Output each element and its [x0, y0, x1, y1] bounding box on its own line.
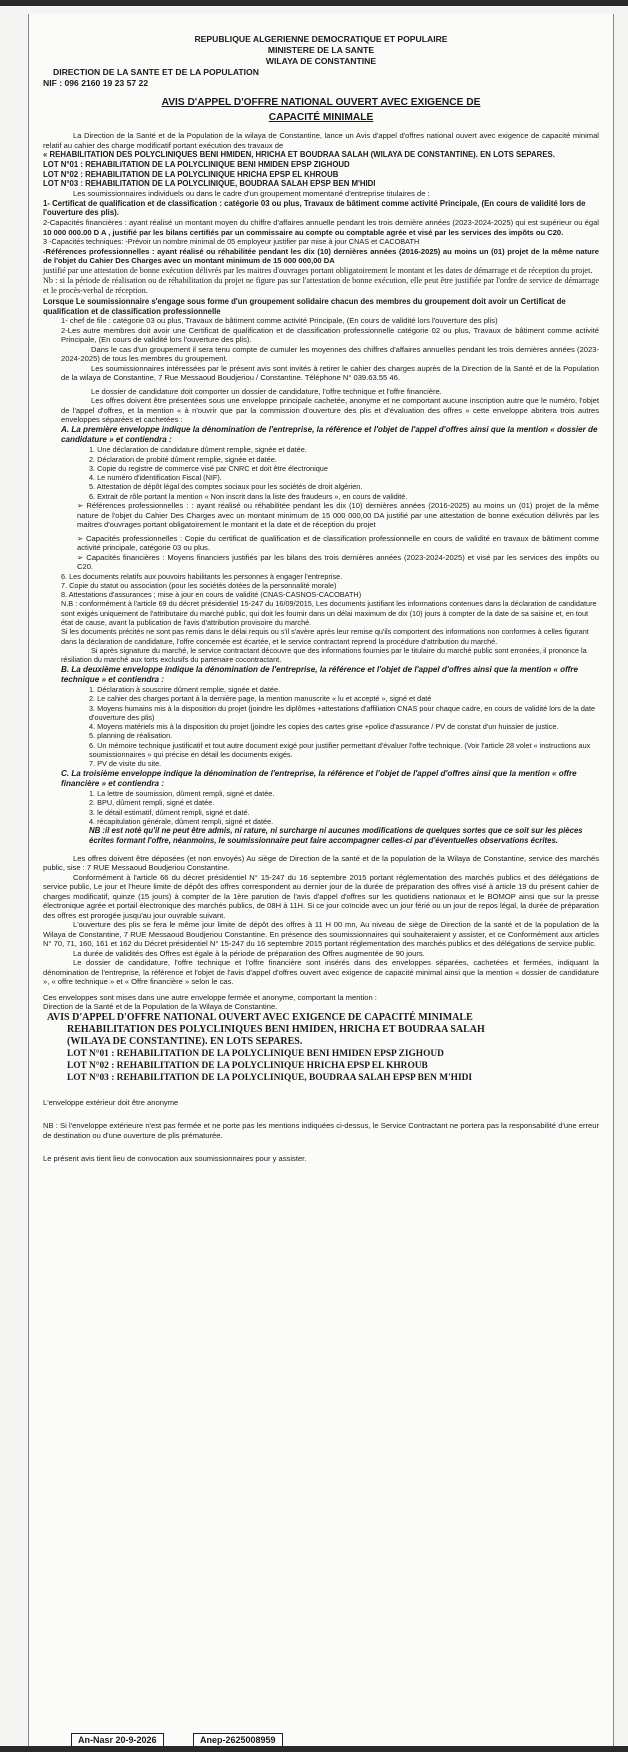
section-a-capacites-fin-text: Capacités financières : Moyens financiers justifiés par les bilans des trois dernières années (2023-2024-2025) et visé par les services des impôts ou C20. — [77, 552, 599, 572]
eligibility-intro: Les soumissionnaires individuels ou dans le cadre d'un groupement momentané d'entreprise titulaires de : — [73, 189, 430, 199]
lot-2: LOT N°02 : REHABILITATION DE LA POLYCLINIQUE HRICHA EPSP EL KHROUB — [43, 169, 339, 179]
section-c-nb: NB :il est noté qu'il ne peut être admis, ni rature, ni surcharge ni aucunes modifications de quelques sortes que ce soit sur les pièces écrites formant l'offre, néanmoins, le soumissionnaire peut faire accompagner celles-ci par d'éventuelles observations écrites. — [89, 826, 583, 846]
section-b-title: B. La deuxième enveloppe indique la dénomination de l'entreprise, la référence et l'objet de l'appel d'offres ainsi que la mention « offre technique » et contiendra : — [61, 664, 578, 684]
depot-p7: Direction de la Santé et de la Population de la Wilaya de Constantine. — [43, 1002, 278, 1012]
section-a-nb3: Si après signature du marché, le service contractant découvre que des informations fournies par le titulaire du marché public sont erronées, il prononce la résiliation du marché aux torts exclusifs du partenaire cocontractant. — [61, 645, 587, 665]
section-c-item: 3. le détail estimatif, dûment rempli, signé et daté. — [89, 807, 250, 817]
top-border — [0, 0, 628, 6]
section-a-references-text: Références professionnelles : : ayant réalisé ou réhabilitée pendant les dix (10) dernières années (2016-2025) au moins un (01) projet de la même nature de l'objet du Cahier Des Charges avec un montant minimum de 15 000 000,00 DA justifié par une attestation de bonne exécution délivrés par les maitres d'ouvrages portant obligatoirement le montant et la date et de réception du projet — [77, 501, 599, 530]
section-b-item: 7. PV de visite du site. — [89, 759, 162, 769]
envelope-project: REHABILITATION DES POLYCLINIQUES BENI HMIDEN, HRICHA ET BOUDRAA SALAH — [67, 1023, 485, 1035]
header-direction: DIRECTION DE LA SANTE ET DE LA POPULATION — [53, 67, 259, 77]
section-c-item: 1. La lettre de soumission, dûment rempli, signé et datée. — [89, 789, 275, 799]
depot-p6: Ces enveloppes sont mises dans une autre enveloppe fermée et anonyme, comportant la mention : — [43, 992, 377, 1002]
groupement-cumul: Dans le cas d'un groupement il sera tenu compte de cumuler les moyennes des chiffres d'affaires annuelles pendant les trois dernières années (2023-2024-2025) de tous les membres du groupement. — [61, 344, 599, 364]
header-ministry: MINISTERE DE LA SANTE — [267, 45, 375, 55]
closing-anonyme: L'enveloppe extérieur doit être anonyme — [43, 1097, 179, 1107]
bottom-border — [0, 1746, 628, 1752]
section-a-item: 3. Copie du registre de commerce visé par CNRC et doit être électronique — [89, 463, 328, 473]
section-b-item: 6. Un mémoire technique justificatif et tout autre document exigé pour justifier permettant d'évaluer l'offre technique. (Voir l'article 28 volet « instructions aux soumissionnaires » qui précise en détail les documents exigés. — [89, 740, 591, 760]
header-wilaya: WILAYA DE CONSTANTINE — [265, 56, 377, 66]
closing-nb: NB : Si l'enveloppe extérieure n'est pas fermée et ne porte pas les mentions indiquées ci-dessus, le Service Contractant ne portera pas la responsabilité d'une erreur de destination ou d'une ouverture de plis prématurée. — [43, 1121, 599, 1140]
envelope-wilaya: (WILAYA DE CONSTANTINE). EN LOTS SEPARES. — [67, 1035, 303, 1047]
criterion-financial-amount: 10 000 000.00 D A , justifié par les bilans certifiés par un commissaire au compte ou comptable agrée et visé par les services des impôts ou C20. — [43, 227, 564, 237]
depot-p1: Les offres doivent être déposées (et non envoyés) Au siège de Direction de la santé et de la population de la Wilaya de Constantine, service des marchés public, sise : 7 RUE Messaoud Boudjeriou Constantine. — [43, 853, 599, 873]
envelope-lot-2: LOT N°02 : REHABILITATION DE LA POLYCLINIQUE HRICHA EPSP EL KHROUB — [67, 1060, 428, 1071]
criterion-technical: 3 -Capacités techniques: -Prévoir un nombre minimal de 05 employeur justifier par mise à jour CNAS et CACOBATH — [43, 237, 420, 247]
depot-p4: La durée de validités des Offres est égale à la période de préparation des Offres augmentée de 90 jours. — [73, 948, 425, 958]
notice-title-line1: AVIS D'APPEL D'OFFRE NATIONAL OUVERT AVEC EXIGENCE DE — [161, 97, 481, 108]
lot-3: LOT N°03 : REHABILITATION DE LA POLYCLINIQUE, BOUDRAA SALAH EPSP BEN M'HIDI — [43, 179, 376, 189]
groupement-chef: 1- chef de file : catégorie 03 ou plus, Travaux de bâtiment comme activité Principale, (En cours de validité lors l'ouverture des plis) — [61, 316, 498, 326]
retrait-paragraph: Les soumissionnaires intéressées par le présent avis sont invités à retirer le cahier des charges auprès de la Direction de la Santé et de la Population de la wilaya de Constantine, 7 Rue Messaoud Boudjeriou / Constantine. Téléphone N° 039.63.55 46. — [61, 363, 599, 383]
header-nif: NIF : 096 2160 19 23 57 22 — [43, 78, 149, 88]
header-republic: REPUBLIQUE ALGERIENNE DEMOCRATIQUE ET POPULAIRE — [194, 34, 448, 44]
section-a-item: 6. Extrait de rôle portant la mention « Non inscrit dans la liste des fraudeurs », en cours de validité. — [89, 491, 408, 501]
section-b-item: 5. planning de réalisation. — [89, 731, 173, 741]
groupement-intro: Lorsque Le soumissionnaire s'engage sous forme d'un groupement solidaire chacun des membres du groupement doit avoir un Certificat de qualification et de classification professionnelle — [43, 296, 566, 316]
envelope-lot-1: LOT N°01 : REHABILITATION DE LA POLYCLINIQUE BENI HMIDEN EPSP ZIGHOUD — [67, 1048, 444, 1059]
reference-newspaper: An-Nasr 20-9-2026 — [71, 1733, 164, 1746]
section-a-item: 4. Le numéro d'identification Fiscal (NIF). — [89, 473, 222, 483]
section-a-title: A. La première enveloppe indique la dénomination de l'entreprise, la référence et l'objet de l'appel d'offres ainsi que la mention « dossier de candidature » et contiendra : — [61, 424, 598, 445]
closing-convocation: Le présent avis tient lieu de convocation aux soumissionnaires pour y assister. — [43, 1154, 307, 1164]
section-c-item: 2. BPU, dûment rempli, signé et datée. — [89, 798, 215, 808]
section-c-item: 4. récapitulation générale, dûment rempli, signé et datée. — [89, 816, 274, 826]
criterion-financial-text: 2-Capacités financières : ayant réalisé un montant moyen du chiffre d'affaires annuelle pendant les trois dernière années (2023-2024-2025) qui est supérieur ou égal — [43, 218, 599, 228]
section-a-capacites-pro-text: Capacités professionnelles : Copie du certificat de qualification et de classification professionnelle en cours de validité en travaux de bâtiment comme activité principale, catégorie 03 ou plus. — [77, 533, 599, 553]
envelope-title: AVIS D'APPEL D'OFFRE NATIONAL OUVERT AVEC EXIGENCE DE CAPACITÉ MINIMALE — [47, 1011, 473, 1023]
section-b-item: 1. Déclaration à souscrire dûment remplie, signée et datée. — [89, 684, 281, 694]
section-b-item: 4. Moyens matériels mis à la disposition du projet (joindre les copies des cartes grise +police d'assurance / PV de constat d'un huissier de justice. — [89, 722, 559, 732]
section-a-item: 1. Une déclaration de candidature dûment remplie, signée et datée. — [89, 445, 307, 455]
section-b-item: 3. Moyens humains mis à la disposition du projet (joindre les diplômes +attestations d'affiliation CNAS pour chaque cadre, en cours de validité lors de la date d'ouverture des plis) — [89, 703, 596, 722]
arrow-bullet-icon: ➢ — [77, 501, 87, 511]
arrow-bullet-icon: ➢ — [77, 533, 87, 543]
criterion-nb: Nb : si la période de réalisation ou de réhabilitation du projet ne figure pas sur l'attestation de bonne exécution, elle peut être justifiée par l'ordre de service de démarrage et le procès-verbal de réception. — [43, 275, 599, 296]
section-b-item: 2. Le cahier des charges portant à la dernière page, la mention manuscrite « lu et accepté », signé et daté — [89, 694, 432, 704]
envelope-lot-3: LOT N°03 : REHABILITATION DE LA POLYCLINIQUE, BOUDRAA SALAH EPSP BEN M'HIDI — [67, 1072, 473, 1083]
lot-1: LOT N°01 : REHABILITATION DE LA POLYCLINIQUE BENI HMIDEN EPSP ZIGHOUD — [43, 159, 350, 169]
criterion-references-proof: justifié par une attestation de bonne exécution délivrés par les maitres d'ouvrages portant obligatoirement le montant et les dates de démarrage et de réception du projet. — [43, 265, 593, 275]
depot-p5: Le dossier de candidature, l'offre technique et l'offre financière sont insérés dans des enveloppes séparées, cachetées et fermées, indiquant la dénomination de l'entreprise, la référence et l'objet de l'avis d'appel d'offres ouvert avec exigence de capacité minimal ainsi que la mention « dossier de candidature », « offre technique » et « Offre financière » selon le cas. — [43, 958, 599, 987]
section-a-item2: 7. Copie du statut ou association (pour les sociétés dotées de la personnalité morale) — [61, 580, 337, 590]
section-a-item2: 8. Attestations d'assurances ; mise à jour en cours de validité (CNAS-CASNOS-CACOBATH) — [61, 590, 362, 600]
publication-reference — [29, 1732, 613, 1746]
section-c-title: C. La troisième enveloppe indique la dénomination de l'entreprise, la référence et l'objet de l'appel d'offres ainsi que la mention « offre financière » et contiendra : — [61, 768, 577, 788]
depot-p2: Conformément à l'article 66 du décret présidentiel N° 15-247 du 16 septembre 2015 portant réglementation des marchés publics et des délégations de service public, Le jour et l'heure limite de dépôt des offres correspondent au dernier jour de la durée de préparation des offres visé à article 19 du présent cahier de charges modificatif, quinze (15 jours) à compter de la 1ère parution de l'avis d'appel d'offres sur les quotidiens nationaux et le BOMOP ainsi que sur la presse électronique agrée et portail électronique des marchés publics, de 08H à 11H. Si ce jour coïncide avec un jour férié ou un jour de repos légal, la durée de préparation des offres est prorogée jusqu'au jour ouvrable suivant. — [43, 872, 599, 920]
notice-page — [28, 14, 614, 1746]
criterion-financial — [43, 218, 599, 237]
section-a-item: 5. Attestation de dépôt légal des comptes sociaux pour les sociétés de droit algérien. — [89, 482, 363, 492]
criterion-references: -Références professionnelles : ayant réalisé ou réhabilitée pendant les dix (10) dernières années (2016-2025) au moins un (01) projet de la même nature de l'objet du Cahier Des Charges avec un montant minimum de 15 000 000,00 DA — [43, 246, 599, 266]
section-a-item: 2. Déclaration de probité dûment remplie, signée et datée. — [89, 454, 277, 464]
intro-paragraph: La Direction de la Santé et de la Population de la wilaya de Constantine, lance un Avis d'appel d'offres national ouvert avec exigence de capacité minimal relatif au cahier des charge modificatif portant exécution des travaux de — [43, 131, 599, 150]
section-a-nb2: Si les documents précités ne sont pas remis dans le délai requis ou s'il s'avère après leur remise qu'ils comportent des informations non conformes à celles figurant dans la déclaration de candidature, l'offre concernée est écartée, et le service contractant reprend la procédure d'attribution du marché. — [61, 627, 589, 646]
section-a-nb: N.B : conformément à l'article 69 du décret présidentiel 15-247 du 16/09/2015, Les documents justifiant les informations contenues dans la déclaration de candidature sont exigés uniquement de l'attributaire du marché public, qui doit les fournir dans un délai maximum de dix (10) jours à compter de la date de sa saisine et, en tout état de cause, avant la publication de l'avis d'attribution provisoire du marché. — [61, 599, 597, 628]
criterion-qualification: 1- Certificat de qualification et de classification : catégorie 03 ou plus, Travaux de bâtiment comme activité Principale, (En cours de validité lors de l'ouverture des plis). — [43, 198, 586, 218]
arrow-bullet-icon: ➢ — [77, 552, 87, 562]
project-title: « REHABILITATION DES POLYCLINIQUES BENI HMIDEN, HRICHA ET BOUDRAA SALAH (WILAYA DE CONSTANTINE). EN LOTS SEPARES. — [43, 150, 555, 159]
depot-p3: L'ouverture des plis se fera le même jour limite de dépôt des offres à 11 H 00 mn, Au niveau de siège de Direction de la santé et de la population de la Wilaya de Constantine, 7 RUE Messaoud Boudjeriou Constantine. En présence des soumissionnaires qui souhaiteraient y assister, et ce Conformément aux articles N° 70, 71, 160, 161 et 162 du Décret présidentiel N° 15-247 du 16 septembre 2015 portant réglementation des marchés publics et des délégations de service public. — [43, 920, 599, 949]
reference-anep: Anep-2625008959 — [193, 1733, 283, 1746]
section-a-capacites-pro — [43, 534, 599, 553]
enveloppe-intro: Les offres doivent être présentées sous une enveloppe principale cachetée, anonyme et ne comportant aucune inscription autre que le numéro, l'objet de l'appel d'offres, et la mention « à n'ouvrir que par la commission d'ouverture des plis et d'évaluation des offres » cette enveloppe abritera trois autres enveloppes séparées et cachetées : — [61, 396, 599, 425]
section-a-references — [43, 501, 599, 530]
section-a-item2: 6. Les documents relatifs aux pouvoirs habilitants les personnes à engager l'entreprise. — [61, 571, 343, 581]
groupement-autres: 2-Les autre membres doit avoir une Certificat de qualification et de classification professionnelle catégorie 02 ou plus, Travaux de bâtiment comme activité Principale, (En cours de validité lors l'ouverture des plis). — [61, 325, 599, 345]
dossier-intro: Le dossier de candidature doit comporter un dossier de candidature, l'offre technique et l'offre financière. — [91, 386, 442, 396]
section-a-capacites-fin — [43, 553, 599, 572]
notice-content — [43, 14, 599, 1164]
notice-title-line2: CAPACITÉ MINIMALE — [268, 112, 374, 123]
